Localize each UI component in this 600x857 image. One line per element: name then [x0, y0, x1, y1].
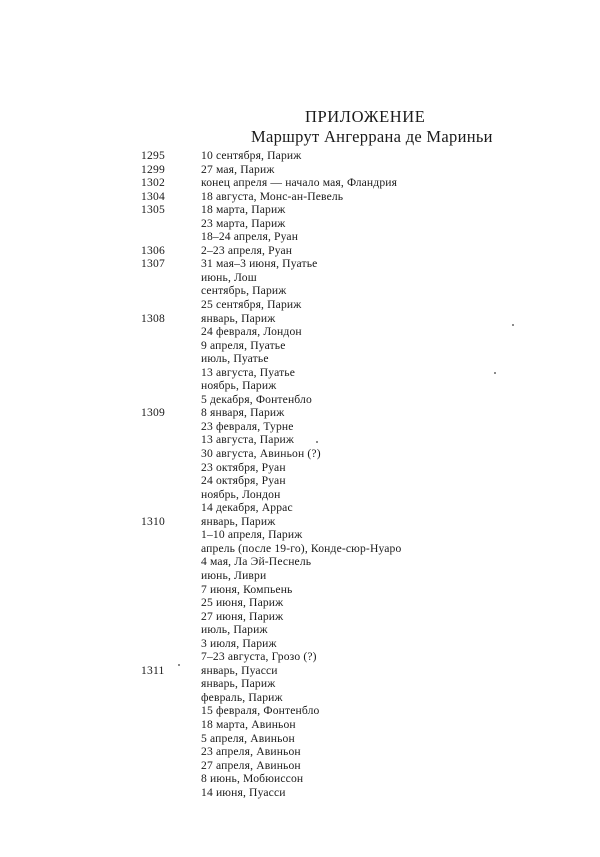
itinerary-row	[141, 203, 581, 217]
itinerary-entry: 24 октября, Руан	[201, 474, 286, 488]
itinerary-row	[141, 501, 581, 515]
itinerary-entry: июль, Пуатье	[201, 352, 269, 366]
itinerary-row	[141, 610, 581, 624]
itinerary-row	[141, 583, 581, 597]
itinerary-entry: 18 августа, Монс-ан-Певель	[201, 189, 344, 203]
itinerary-entry: 7–23 августа, Грозо (?)	[201, 650, 317, 664]
itinerary-row	[141, 704, 581, 718]
itinerary-entry: 30 августа, Авиньон (?)	[201, 447, 321, 461]
appendix-heading: ПРИЛОЖЕНИЕ	[305, 107, 426, 126]
itinerary-entry: 13 августа, Пуатье	[201, 365, 296, 379]
itinerary-row	[141, 732, 581, 746]
itinerary-entry: 1–10 апреля, Париж	[201, 528, 303, 542]
itinerary-entry: июль, Париж	[201, 623, 268, 637]
itinerary-entry: 8 января, Париж	[201, 406, 285, 420]
itinerary-row	[141, 217, 581, 231]
itinerary-row	[141, 420, 581, 434]
itinerary-list	[141, 149, 581, 799]
itinerary-entry: январь, Париж	[201, 311, 276, 325]
itinerary-row	[141, 759, 581, 773]
itinerary-row	[141, 474, 581, 488]
itinerary-row	[141, 190, 581, 204]
itinerary-row	[141, 555, 581, 569]
itinerary-year: 1299	[141, 162, 165, 176]
itinerary-entry: 18 марта, Париж	[201, 203, 286, 217]
itinerary-entry: 23 марта, Париж	[201, 216, 286, 230]
itinerary-entry: 25 июня, Париж	[201, 596, 284, 610]
itinerary-entry: 23 февраля, Турне	[201, 419, 294, 433]
itinerary-row	[141, 461, 581, 475]
appendix-subtitle: Маршрут Ангеррана де Мариньи	[251, 127, 493, 146]
itinerary-entry: январь, Париж	[201, 677, 276, 691]
itinerary-row	[141, 786, 581, 800]
itinerary-entry: февраль, Париж	[201, 690, 283, 704]
itinerary-year: 1311	[141, 663, 165, 677]
itinerary-row	[141, 379, 581, 393]
itinerary-row	[141, 163, 581, 177]
scan-speck	[178, 664, 180, 666]
itinerary-entry: 14 декабря, Аррас	[201, 501, 293, 515]
itinerary-row	[141, 447, 581, 461]
itinerary-row	[141, 718, 581, 732]
itinerary-entry: 18 марта, Авиньон	[201, 717, 296, 731]
itinerary-row	[141, 488, 581, 502]
itinerary-entry: апрель (после 19-го), Конде-сюр-Нуаро	[201, 541, 402, 555]
itinerary-year: 1308	[141, 311, 165, 325]
itinerary-row	[141, 691, 581, 705]
itinerary-row	[141, 257, 581, 271]
itinerary-row	[141, 433, 581, 447]
itinerary-entry: 25 сентября, Париж	[201, 298, 302, 312]
scan-speck	[512, 324, 514, 326]
itinerary-entry: конец апреля — начало мая, Фландрия	[201, 176, 398, 190]
itinerary-entry: 14 июня, Пуасси	[201, 785, 286, 799]
itinerary-row	[141, 352, 581, 366]
itinerary-row	[141, 650, 581, 664]
itinerary-entry: 15 февраля, Фонтенбло	[201, 704, 320, 718]
itinerary-row	[141, 528, 581, 542]
itinerary-row	[141, 284, 581, 298]
scan-speck	[316, 441, 318, 443]
itinerary-entry: ноябрь, Париж	[201, 379, 277, 393]
itinerary-year: 1302	[141, 176, 165, 190]
itinerary-row	[141, 393, 581, 407]
itinerary-row	[141, 149, 581, 163]
itinerary-row	[141, 664, 581, 678]
itinerary-entry: 13 августа, Париж	[201, 433, 295, 447]
itinerary-row	[141, 298, 581, 312]
itinerary-row	[141, 772, 581, 786]
itinerary-row	[141, 312, 581, 326]
itinerary-year: 1304	[141, 189, 165, 203]
itinerary-entry: 18–24 апреля, Руан	[201, 230, 299, 244]
itinerary-row	[141, 637, 581, 651]
itinerary-entry: 7 июня, Компьень	[201, 582, 293, 596]
scan-speck	[494, 372, 496, 374]
itinerary-year: 1305	[141, 203, 165, 217]
itinerary-entry: 23 апреля, Авиньон	[201, 745, 301, 759]
itinerary-row	[141, 271, 581, 285]
itinerary-entry: сентябрь, Париж	[201, 284, 287, 298]
itinerary-row	[141, 677, 581, 691]
itinerary-entry: 5 апреля, Авиньон	[201, 731, 295, 745]
itinerary-row	[141, 244, 581, 258]
itinerary-entry: июнь, Ливри	[201, 568, 267, 582]
itinerary-row	[141, 176, 581, 190]
itinerary-year: 1306	[141, 243, 165, 257]
itinerary-entry: январь, Париж	[201, 514, 276, 528]
itinerary-row	[141, 745, 581, 759]
itinerary-entry: 3 июля, Париж	[201, 636, 277, 650]
itinerary-entry: 2–23 апреля, Руан	[201, 243, 293, 257]
itinerary-year: 1310	[141, 514, 165, 528]
itinerary-entry: 27 июня, Париж	[201, 609, 284, 623]
itinerary-entry: 9 апреля, Пуатье	[201, 338, 286, 352]
itinerary-entry: 5 декабря, Фонтенбло	[201, 392, 312, 406]
itinerary-row	[141, 569, 581, 583]
itinerary-entry: январь, Пуасси	[201, 663, 278, 677]
itinerary-row	[141, 515, 581, 529]
itinerary-entry: 27 апреля, Авиньон	[201, 758, 301, 772]
itinerary-row	[141, 325, 581, 339]
itinerary-row	[141, 366, 581, 380]
itinerary-entry: ноябрь, Лондон	[201, 487, 281, 501]
itinerary-entry: 4 мая, Ла Эй-Песнель	[201, 555, 312, 569]
itinerary-entry: 8 июнь, Мобюиссон	[201, 772, 304, 786]
itinerary-year: 1309	[141, 406, 165, 420]
itinerary-entry: 23 октября, Руан	[201, 460, 286, 474]
itinerary-year: 1295	[141, 149, 165, 162]
itinerary-row	[141, 230, 581, 244]
itinerary-row	[141, 623, 581, 637]
itinerary-entry: 27 мая, Париж	[201, 162, 275, 176]
itinerary-year: 1307	[141, 257, 165, 271]
itinerary-entry: 24 февраля, Лондон	[201, 325, 302, 339]
itinerary-row	[141, 542, 581, 556]
itinerary-entry: 31 мая–3 июня, Пуатье	[201, 257, 318, 271]
itinerary-row	[141, 339, 581, 353]
itinerary-entry: июнь, Лош	[201, 270, 257, 284]
itinerary-entry: 10 сентября, Париж	[201, 149, 302, 162]
itinerary-row	[141, 406, 581, 420]
itinerary-row	[141, 596, 581, 610]
